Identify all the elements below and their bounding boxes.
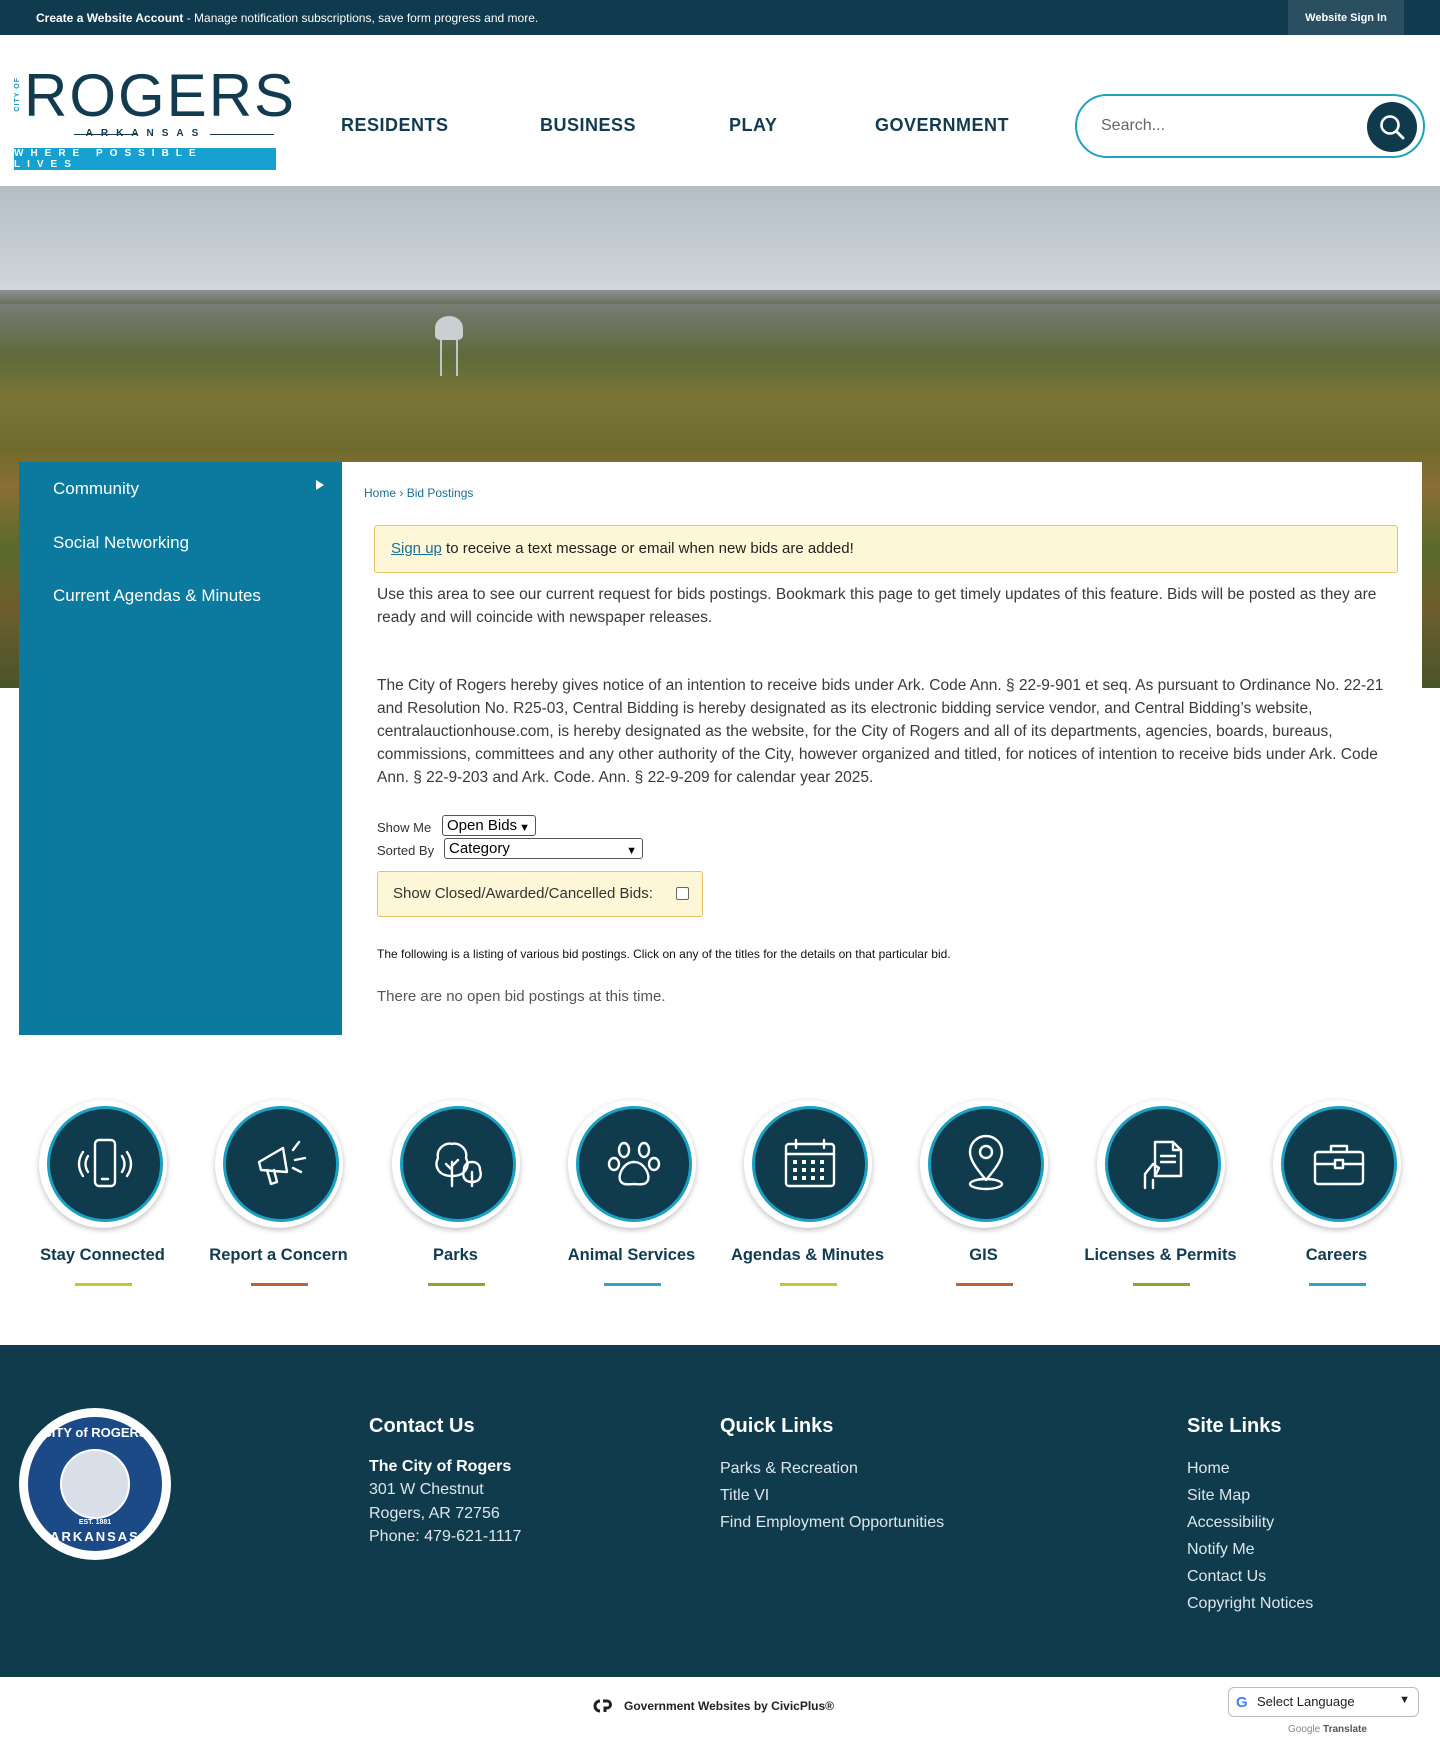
- breadcrumb-current[interactable]: Bid Postings: [406, 486, 474, 500]
- sorted-by-value: Category: [449, 840, 510, 857]
- quick-link-label: Licenses & Permits: [1084, 1246, 1237, 1264]
- icon-ring: [392, 1100, 520, 1228]
- contact-heading: Contact Us: [369, 1415, 475, 1437]
- map-pin-icon: [954, 1132, 1018, 1196]
- logo-tagline: WHERE POSSIBLE LIVES: [14, 148, 276, 170]
- icon-circle: [752, 1106, 868, 1222]
- quick-link-label: Report a Concern: [209, 1246, 348, 1264]
- quick-link-label: Animal Services: [567, 1246, 696, 1264]
- seal-core: [60, 1449, 130, 1519]
- footer-link-copyright[interactable]: Copyright Notices: [1187, 1594, 1314, 1612]
- account-message: [36, 11, 538, 25]
- quick-link-underline: [428, 1283, 485, 1286]
- footer-link-home[interactable]: Home: [1187, 1459, 1230, 1477]
- icon-ring: [1273, 1100, 1401, 1228]
- footer-link-notify-me[interactable]: Notify Me: [1187, 1540, 1255, 1558]
- google-g-icon: G: [1236, 1694, 1248, 1711]
- quick-link-label: Careers: [1305, 1246, 1368, 1264]
- breadcrumb: [364, 486, 473, 500]
- bottom-bar: [0, 1677, 1440, 1739]
- phone-signal-icon: [73, 1132, 137, 1196]
- google-word: Google: [1288, 1724, 1321, 1735]
- show-closed-label: Show Closed/Awarded/Cancelled Bids:: [393, 885, 653, 902]
- signup-link[interactable]: Sign up: [391, 540, 442, 557]
- legal-notice-text: The City of Rogers hereby gives notice of an intention to receive bids under Ark. Code Ann. § 22-9-901 et seq. As pursuant to Ordinance No. 22-21 and Resolution No. R25-03, Central Bidding is hereby designated as its electronic bidding service vendor, and Central Bidding’s website, centralauctionhouse.com, is hereby designated as the website, for the City of Rogers and all of its departments, agencies, boards, bureaus, commissions, committees and any other authority of the City, however organized and titled, for notices of intention to receive bids under Ark. Code Ann. § 22-9-203 and Ark. Code. Ann. § 22-9-209 for calendar year 2025.: [377, 677, 1384, 786]
- sorted-by-label: Sorted By: [377, 843, 435, 858]
- icon-circle: [928, 1106, 1044, 1222]
- no-bids-message: There are no open bid postings at this time.: [377, 988, 666, 1005]
- icon-circle: [1281, 1106, 1397, 1222]
- water-tower: [435, 316, 463, 340]
- chevron-down-icon: ▼: [1399, 1694, 1410, 1706]
- quick-link-underline: [956, 1283, 1013, 1286]
- search-button[interactable]: [1367, 102, 1417, 152]
- signup-text: to receive a text message or email when new bids are added!: [441, 540, 854, 557]
- icon-circle: [223, 1106, 339, 1222]
- footer-link-parks[interactable]: Parks & Recreation: [720, 1459, 858, 1477]
- icon-ring: [39, 1100, 167, 1228]
- contact-address-1: 301 W Chestnut: [369, 1481, 484, 1498]
- search-icon: [1378, 113, 1406, 141]
- show-closed-checkbox[interactable]: [676, 887, 689, 900]
- quick-link-label: GIS: [969, 1246, 998, 1264]
- quick-link-underline: [604, 1283, 661, 1286]
- calendar-icon: [778, 1132, 842, 1196]
- listing-instructions: The following is a listing of various bid postings. Click on any of the titles for the details on that particular bid.: [377, 947, 951, 961]
- chevron-down-icon: ▼: [519, 822, 530, 834]
- paw-icon: [602, 1132, 666, 1196]
- quick-links-heading: Quick Links: [720, 1415, 834, 1437]
- city-seal: [19, 1408, 171, 1560]
- icon-circle: [400, 1106, 516, 1222]
- sidebar-item-community[interactable]: Community: [53, 479, 139, 498]
- seal-top-text: CITY of ROGERS: [42, 1425, 148, 1440]
- intro-text: Use this area to see our current request for bids postings. Bookmark this page to get timely updates of this feature. Bids will be posted as they are ready and will coincide with newspaper releases.: [377, 586, 1377, 626]
- sorted-by-select[interactable]: [444, 838, 643, 859]
- icon-circle: [1105, 1106, 1221, 1222]
- sidebar-item-agendas-minutes[interactable]: Current Agendas & Minutes: [53, 586, 261, 605]
- signup-alert: [374, 525, 1398, 573]
- footer-link-contact-us[interactable]: Contact Us: [1187, 1567, 1267, 1585]
- show-closed-box: [377, 871, 703, 917]
- briefcase-icon: [1307, 1132, 1371, 1196]
- seal-est: EST. 1881: [78, 1519, 112, 1526]
- footer: [0, 1345, 1440, 1677]
- chevron-down-icon: ▼: [626, 845, 637, 857]
- quick-link-underline: [251, 1283, 308, 1286]
- create-account-link[interactable]: Create a Website Account: [36, 11, 184, 25]
- logo-rule-right: [210, 134, 274, 135]
- top-bar: [0, 0, 1440, 35]
- nav-residents[interactable]: RESIDENTS: [341, 115, 449, 135]
- footer-link-site-map[interactable]: Site Map: [1187, 1486, 1251, 1504]
- megaphone-icon: [249, 1132, 313, 1196]
- seal-bottom-text: ARKANSAS: [50, 1529, 140, 1544]
- footer-link-title-vi[interactable]: Title VI: [720, 1486, 770, 1504]
- icon-ring: [744, 1100, 872, 1228]
- breadcrumb-separator: ›: [396, 486, 407, 500]
- google-translate-credit: [1288, 1724, 1367, 1735]
- sidebar: [19, 462, 342, 1035]
- show-me-label: Show Me: [377, 820, 432, 835]
- footer-site-links: [1187, 1415, 1313, 1617]
- quick-link-label: Agendas & Minutes: [730, 1246, 885, 1264]
- show-me-value: Open Bids: [447, 817, 518, 834]
- quick-link-underline: [75, 1283, 132, 1286]
- document-hand-icon: [1131, 1132, 1195, 1196]
- nav-business[interactable]: BUSINESS: [540, 115, 637, 135]
- footer-quick-links: [720, 1415, 944, 1536]
- quick-link-underline: [1133, 1283, 1190, 1286]
- breadcrumb-home[interactable]: Home: [364, 486, 397, 500]
- footer-link-employment[interactable]: Find Employment Opportunities: [720, 1513, 945, 1531]
- expand-arrow-icon[interactable]: [316, 480, 324, 490]
- logo-state: ARKANSAS: [85, 128, 207, 139]
- icon-ring: [920, 1100, 1048, 1228]
- icon-ring: [568, 1100, 696, 1228]
- quick-link-label: Stay Connected: [40, 1246, 165, 1264]
- nav-play[interactable]: PLAY: [729, 115, 778, 135]
- footer-link-accessibility[interactable]: Accessibility: [1187, 1513, 1275, 1531]
- site-header: [0, 35, 1440, 186]
- icon-ring: [215, 1100, 343, 1228]
- logo-city-of: CITY OF: [14, 77, 21, 112]
- sidebar-item-social-networking[interactable]: Social Networking: [53, 533, 190, 552]
- website-sign-in-button[interactable]: Website Sign In: [1288, 0, 1404, 35]
- language-select-value: Select Language: [1257, 1694, 1355, 1709]
- civicplus-text: Government Websites by CivicPlus®: [624, 1699, 835, 1713]
- search-box[interactable]: [1075, 94, 1425, 158]
- show-me-select[interactable]: [442, 815, 536, 836]
- account-message-text: - Manage notification subscriptions, save form progress and more.: [183, 11, 539, 25]
- seal-ring: [25, 1414, 165, 1554]
- trees-icon: [426, 1132, 490, 1196]
- footer-contact: [369, 1415, 521, 1549]
- quick-link-underline: [1309, 1283, 1366, 1286]
- main-content: [342, 462, 1422, 1035]
- hero-horizon: [0, 290, 1440, 304]
- logo-name: ROGERS: [24, 62, 297, 129]
- contact-org: The City of Rogers: [369, 1457, 512, 1475]
- contact-address-2: Rogers, AR 72756: [369, 1504, 500, 1522]
- nav-government[interactable]: GOVERNMENT: [875, 115, 1010, 135]
- hero-sky: [0, 186, 1440, 296]
- language-select[interactable]: [1228, 1687, 1419, 1717]
- quick-link-underline: [780, 1283, 837, 1286]
- water-tower-legs: [440, 340, 458, 376]
- search-input[interactable]: Search...: [1101, 117, 1166, 134]
- city-logo[interactable]: [14, 62, 297, 173]
- contact-phone[interactable]: Phone: 479-621-1117: [369, 1528, 522, 1545]
- translate-word: Translate: [1323, 1724, 1367, 1735]
- civicplus-logo-icon: [590, 1698, 614, 1714]
- quick-link-label: Parks: [433, 1246, 478, 1264]
- civicplus-credit[interactable]: [590, 1698, 834, 1714]
- icon-circle: [47, 1106, 163, 1222]
- icon-circle: [576, 1106, 692, 1222]
- site-links-heading: Site Links: [1187, 1415, 1282, 1437]
- icon-ring: [1097, 1100, 1225, 1228]
